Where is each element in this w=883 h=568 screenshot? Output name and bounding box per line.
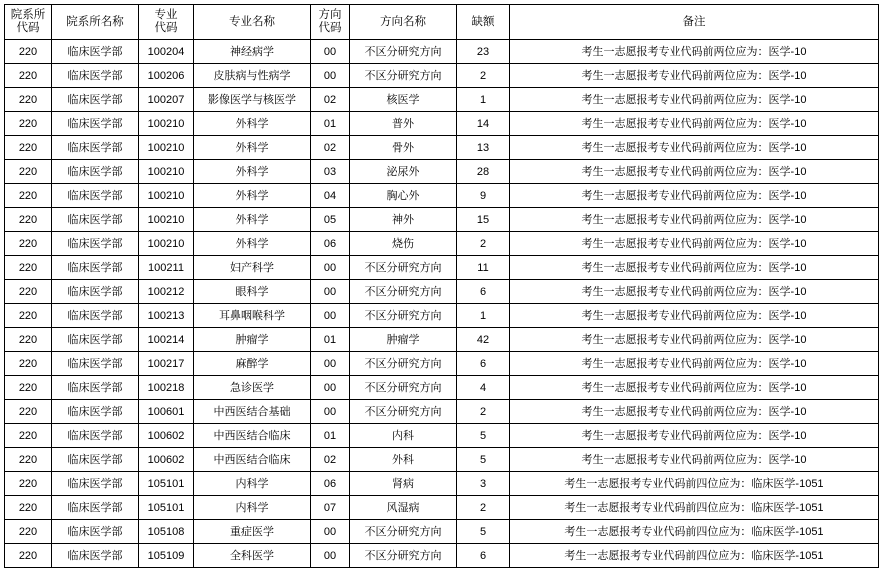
cell-dept-code: 220 [5,112,52,136]
cell-direction-name: 烧伤 [350,232,457,256]
cell-dept-name: 临床医学部 [52,400,139,424]
cell-remark: 考生一志愿报考专业代码前两位应为：医学-10 [510,448,879,472]
table-row [5,232,879,256]
cell-major-code: 100210 [139,232,194,256]
cell-remark: 考生一志愿报考专业代码前两位应为：医学-10 [510,64,879,88]
cell-quota: 6 [457,280,510,304]
table-row [5,88,879,112]
cell-dept-code: 220 [5,376,52,400]
cell-major-name: 全科医学 [194,544,311,568]
cell-major-code: 105108 [139,520,194,544]
cell-major-code: 100210 [139,184,194,208]
cell-major-code: 100602 [139,448,194,472]
cell-dept-name: 临床医学部 [52,448,139,472]
cell-quota: 15 [457,208,510,232]
cell-quota: 2 [457,400,510,424]
cell-quota: 3 [457,472,510,496]
table-row [5,472,879,496]
cell-quota: 1 [457,304,510,328]
table-row [5,424,879,448]
cell-dept-name: 临床医学部 [52,496,139,520]
cell-direction-name: 不区分研究方向 [350,280,457,304]
table-row [5,352,879,376]
cell-quota: 23 [457,40,510,64]
cell-direction-code: 01 [311,112,350,136]
cell-direction-code: 05 [311,208,350,232]
cell-dept-code: 220 [5,208,52,232]
cell-direction-name: 不区分研究方向 [350,64,457,88]
column-header-quota: 缺额 [457,5,510,40]
cell-major-code: 100210 [139,136,194,160]
cell-major-code: 100207 [139,88,194,112]
cell-major-name: 皮肤病与性病学 [194,64,311,88]
cell-remark: 考生一志愿报考专业代码前四位应为：临床医学-1051 [510,496,879,520]
cell-direction-name: 内科 [350,424,457,448]
table-row [5,208,879,232]
cell-major-code: 105101 [139,496,194,520]
cell-major-code: 100217 [139,352,194,376]
column-header-major-code-line2: 代码 [154,22,178,34]
cell-remark: 考生一志愿报考专业代码前两位应为：医学-10 [510,40,879,64]
cell-major-name: 外科学 [194,136,311,160]
cell-dept-name: 临床医学部 [52,232,139,256]
cell-direction-code: 02 [311,136,350,160]
cell-direction-name: 不区分研究方向 [350,256,457,280]
cell-dept-code: 220 [5,304,52,328]
table-body [5,40,879,568]
cell-major-name: 麻醉学 [194,352,311,376]
cell-dept-code: 220 [5,496,52,520]
cell-direction-name: 肾病 [350,472,457,496]
cell-dept-code: 220 [5,472,52,496]
cell-dept-name: 临床医学部 [52,136,139,160]
cell-major-code: 100210 [139,160,194,184]
cell-direction-name: 核医学 [350,88,457,112]
cell-direction-code: 02 [311,88,350,112]
cell-major-code: 100206 [139,64,194,88]
cell-major-code: 100211 [139,256,194,280]
cell-dept-code: 220 [5,520,52,544]
cell-quota: 42 [457,328,510,352]
cell-quota: 6 [457,544,510,568]
cell-dept-code: 220 [5,64,52,88]
cell-major-name: 外科学 [194,232,311,256]
cell-dept-name: 临床医学部 [52,160,139,184]
cell-major-code: 100210 [139,208,194,232]
cell-direction-code: 07 [311,496,350,520]
cell-direction-name: 不区分研究方向 [350,304,457,328]
cell-quota: 13 [457,136,510,160]
cell-dept-name: 临床医学部 [52,112,139,136]
cell-dept-code: 220 [5,232,52,256]
cell-direction-code: 00 [311,400,350,424]
cell-dept-name: 临床医学部 [52,328,139,352]
cell-quota: 11 [457,256,510,280]
cell-dept-code: 220 [5,352,52,376]
cell-dept-name: 临床医学部 [52,88,139,112]
cell-remark: 考生一志愿报考专业代码前两位应为：医学-10 [510,280,879,304]
cell-major-name: 影像医学与核医学 [194,88,311,112]
cell-quota: 5 [457,448,510,472]
cell-remark: 考生一志愿报考专业代码前两位应为：医学-10 [510,112,879,136]
cell-major-name: 耳鼻咽喉科学 [194,304,311,328]
cell-major-code: 100602 [139,424,194,448]
table-row [5,280,879,304]
cell-major-name: 外科学 [194,184,311,208]
cell-quota: 14 [457,112,510,136]
cell-remark: 考生一志愿报考专业代码前两位应为：医学-10 [510,88,879,112]
table-row [5,40,879,64]
cell-remark: 考生一志愿报考专业代码前四位应为：临床医学-1051 [510,472,879,496]
column-header-major-name: 专业名称 [194,5,311,40]
column-header-dept-name: 院系所名称 [52,5,139,40]
column-header-dept-code-line1: 院系所 [10,9,46,21]
cell-dept-name: 临床医学部 [52,424,139,448]
cell-dept-code: 220 [5,40,52,64]
cell-direction-name: 神外 [350,208,457,232]
column-header-dept-code-line2: 代码 [16,22,40,34]
cell-direction-code: 00 [311,40,350,64]
cell-major-name: 重症医学 [194,520,311,544]
cell-remark: 考生一志愿报考专业代码前两位应为：医学-10 [510,160,879,184]
cell-quota: 4 [457,376,510,400]
cell-major-code: 100601 [139,400,194,424]
cell-direction-code: 00 [311,280,350,304]
cell-direction-code: 03 [311,160,350,184]
table-row [5,376,879,400]
table-row [5,448,879,472]
cell-dept-name: 临床医学部 [52,40,139,64]
cell-remark: 考生一志愿报考专业代码前两位应为：医学-10 [510,424,879,448]
cell-dept-name: 临床医学部 [52,544,139,568]
cell-major-code: 100210 [139,112,194,136]
cell-major-name: 中西医结合临床 [194,424,311,448]
cell-quota: 28 [457,160,510,184]
cell-dept-code: 220 [5,424,52,448]
cell-direction-code: 01 [311,424,350,448]
cell-direction-code: 00 [311,304,350,328]
cell-major-name: 外科学 [194,112,311,136]
column-header-direction-code-line1: 方向 [318,9,342,21]
table-row [5,64,879,88]
cell-quota: 9 [457,184,510,208]
cell-dept-name: 临床医学部 [52,520,139,544]
cell-dept-code: 220 [5,88,52,112]
cell-dept-code: 220 [5,184,52,208]
cell-remark: 考生一志愿报考专业代码前两位应为：医学-10 [510,136,879,160]
cell-direction-name: 不区分研究方向 [350,376,457,400]
table-row [5,544,879,568]
cell-quota: 1 [457,88,510,112]
cell-remark: 考生一志愿报考专业代码前四位应为：临床医学-1051 [510,520,879,544]
table-row [5,184,879,208]
cell-dept-name: 临床医学部 [52,304,139,328]
column-header-remark: 备注 [510,5,879,40]
cell-direction-code: 01 [311,328,350,352]
cell-major-name: 神经病学 [194,40,311,64]
cell-dept-code: 220 [5,280,52,304]
column-header-direction-code-line2: 代码 [318,22,342,34]
cell-major-name: 妇产科学 [194,256,311,280]
cell-dept-code: 220 [5,448,52,472]
cell-remark: 考生一志愿报考专业代码前两位应为：医学-10 [510,184,879,208]
cell-dept-name: 临床医学部 [52,208,139,232]
table-row [5,112,879,136]
cell-direction-name: 普外 [350,112,457,136]
cell-direction-code: 04 [311,184,350,208]
cell-major-name: 眼科学 [194,280,311,304]
cell-major-name: 中西医结合基础 [194,400,311,424]
cell-direction-code: 06 [311,472,350,496]
cell-direction-name: 不区分研究方向 [350,40,457,64]
table-row [5,328,879,352]
cell-dept-code: 220 [5,544,52,568]
cell-major-code: 100218 [139,376,194,400]
table-row [5,136,879,160]
cell-major-code: 100213 [139,304,194,328]
cell-remark: 考生一志愿报考专业代码前四位应为：临床医学-1051 [510,544,879,568]
cell-direction-code: 06 [311,232,350,256]
cell-major-name: 内科学 [194,496,311,520]
cell-direction-name: 泌尿外 [350,160,457,184]
cell-quota: 2 [457,232,510,256]
cell-remark: 考生一志愿报考专业代码前两位应为：医学-10 [510,328,879,352]
cell-dept-code: 220 [5,328,52,352]
cell-dept-name: 临床医学部 [52,256,139,280]
cell-direction-name: 胸心外 [350,184,457,208]
cell-dept-code: 220 [5,136,52,160]
cell-major-name: 肿瘤学 [194,328,311,352]
cell-dept-code: 220 [5,400,52,424]
vacancy-table [4,4,879,568]
cell-quota: 5 [457,424,510,448]
cell-major-code: 105109 [139,544,194,568]
cell-direction-name: 骨外 [350,136,457,160]
cell-direction-code: 00 [311,256,350,280]
cell-direction-code: 02 [311,448,350,472]
cell-major-code: 100204 [139,40,194,64]
cell-direction-name: 不区分研究方向 [350,520,457,544]
column-header-dept-code [5,5,52,40]
cell-direction-name: 不区分研究方向 [350,352,457,376]
column-header-direction-name: 方向名称 [350,5,457,40]
column-header-major-code-line1: 专业 [154,9,178,21]
cell-remark: 考生一志愿报考专业代码前两位应为：医学-10 [510,376,879,400]
cell-dept-name: 临床医学部 [52,352,139,376]
cell-direction-name: 肿瘤学 [350,328,457,352]
cell-quota: 2 [457,496,510,520]
table-row [5,304,879,328]
cell-direction-name: 外科 [350,448,457,472]
cell-major-name: 外科学 [194,160,311,184]
cell-direction-code: 00 [311,544,350,568]
cell-dept-name: 临床医学部 [52,184,139,208]
cell-direction-name: 不区分研究方向 [350,544,457,568]
table-row [5,520,879,544]
cell-direction-code: 00 [311,520,350,544]
column-header-major-code [139,5,194,40]
table-header [5,5,879,40]
table-row [5,400,879,424]
cell-direction-code: 00 [311,376,350,400]
cell-major-code: 100212 [139,280,194,304]
cell-dept-name: 临床医学部 [52,64,139,88]
cell-direction-name: 风湿病 [350,496,457,520]
cell-major-name: 中西医结合临床 [194,448,311,472]
cell-major-name: 内科学 [194,472,311,496]
table-row [5,160,879,184]
cell-major-name: 外科学 [194,208,311,232]
cell-remark: 考生一志愿报考专业代码前两位应为：医学-10 [510,352,879,376]
cell-dept-name: 临床医学部 [52,280,139,304]
column-header-direction-code [311,5,350,40]
cell-direction-name: 不区分研究方向 [350,400,457,424]
cell-remark: 考生一志愿报考专业代码前两位应为：医学-10 [510,400,879,424]
cell-quota: 5 [457,520,510,544]
cell-dept-code: 220 [5,160,52,184]
cell-quota: 2 [457,64,510,88]
cell-direction-code: 00 [311,64,350,88]
cell-dept-name: 临床医学部 [52,376,139,400]
cell-dept-code: 220 [5,256,52,280]
cell-quota: 6 [457,352,510,376]
cell-remark: 考生一志愿报考专业代码前两位应为：医学-10 [510,208,879,232]
cell-direction-code: 00 [311,352,350,376]
cell-remark: 考生一志愿报考专业代码前两位应为：医学-10 [510,304,879,328]
table-row [5,256,879,280]
cell-remark: 考生一志愿报考专业代码前两位应为：医学-10 [510,232,879,256]
cell-dept-name: 临床医学部 [52,472,139,496]
cell-remark: 考生一志愿报考专业代码前两位应为：医学-10 [510,256,879,280]
table-header-row [5,5,879,40]
cell-major-name: 急诊医学 [194,376,311,400]
cell-major-code: 105101 [139,472,194,496]
cell-major-code: 100214 [139,328,194,352]
